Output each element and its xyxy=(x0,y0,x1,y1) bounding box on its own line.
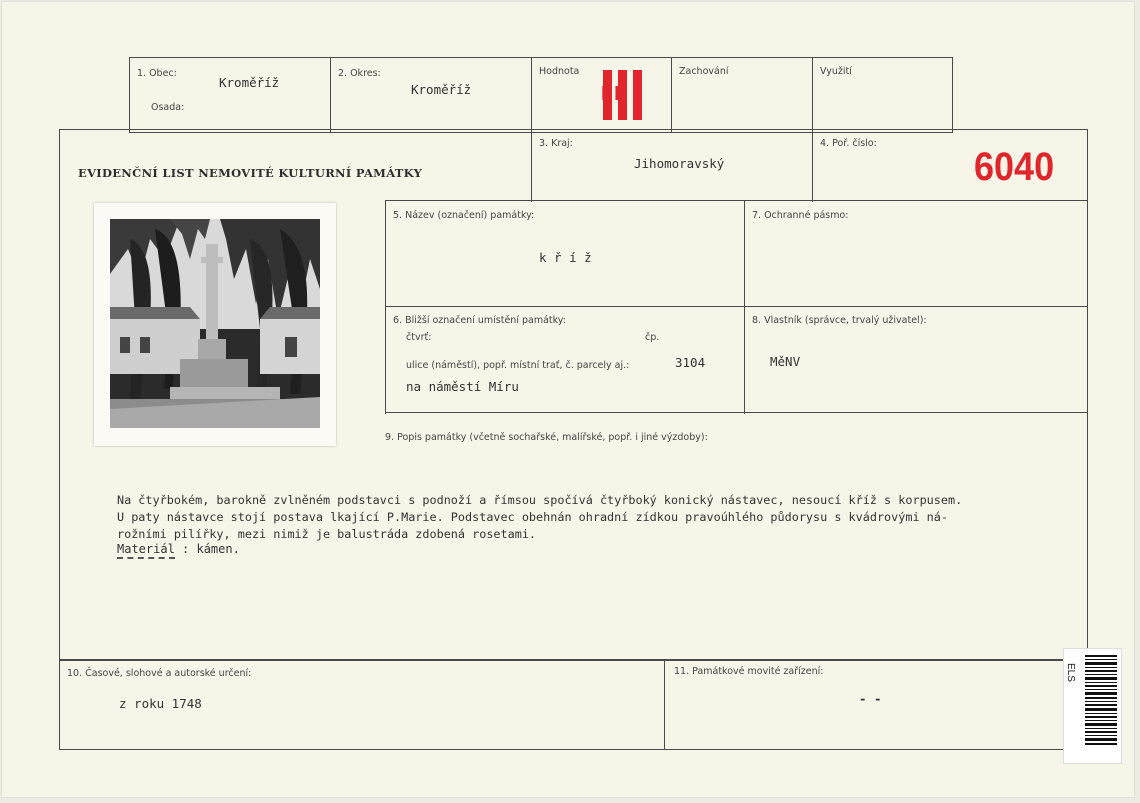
vlastnik-label: 8. Vlastník (správce, trvalý uživatel): xyxy=(752,315,927,326)
nazev-label: 5. Název (označení) památky: xyxy=(393,210,535,221)
popis-text xyxy=(117,475,962,543)
monument-photo xyxy=(94,203,336,446)
vyuziti-label: Využití xyxy=(820,66,852,77)
obec-value: Kroměříž xyxy=(219,75,280,90)
por-cislo-label: 4. Poř. číslo: xyxy=(820,138,877,149)
kraj-value: Jihomoravský xyxy=(634,156,725,171)
popis-line: Na čtyřbokém, barokně zvlněném podstavci s podnoží a římsou spočívá čtyřboký konický nástavec, nesoucí kříž s korpusem. xyxy=(117,493,963,507)
ulice-label: ulice (náměstí), popř. místní trať, č. parcely aj.: xyxy=(406,360,630,371)
nazev-value: k ř í ž xyxy=(539,250,592,265)
registration-card xyxy=(2,2,1134,797)
urceni-label: 10. Časové, slohové a autorské určení: xyxy=(67,668,252,679)
barcode-image xyxy=(1085,655,1117,745)
hodnota-stamp: III xyxy=(603,70,643,120)
okres-value: Kroměříž xyxy=(411,82,472,97)
kraj-label: 3. Kraj: xyxy=(539,138,573,149)
barcode-label xyxy=(1063,648,1122,764)
vlastnik-value: MěNV xyxy=(770,354,801,369)
zarizeni-label: 11. Památkové movité zařízení: xyxy=(674,666,824,677)
zarizeni-value: - - xyxy=(859,691,882,706)
popis-line: rožními pilířky, mezi nimiž je balustráda zdobená rosetami. xyxy=(117,527,537,541)
material-value: : kámen. xyxy=(182,542,240,556)
obec-label: 1. Obec: xyxy=(137,68,177,79)
form-title: EVIDENČNÍ LIST NEMOVITÉ KULTURNÍ PAMÁTKY xyxy=(78,166,423,180)
material-label: Materiál xyxy=(117,542,175,559)
por-cislo-value: 6040 xyxy=(974,145,1055,189)
cp-label: čp. xyxy=(645,332,660,343)
barcode-text: ELS xyxy=(1065,663,1076,682)
zachovani-label: Zachování xyxy=(679,66,729,77)
umisteni-label: 6. Bližší označení umístění památky: xyxy=(393,315,566,326)
popis-label: 9. Popis památky (včetně sochařské, malířské, popř. i jiné výzdoby): xyxy=(385,432,708,443)
ochranne-label: 7. Ochranné pásmo: xyxy=(752,210,849,221)
okres-label: 2. Okres: xyxy=(338,68,381,79)
urceni-value: z roku 1748 xyxy=(119,696,202,711)
ctvrt-label: čtvrť: xyxy=(406,332,432,343)
parcela-value: 3104 xyxy=(675,355,706,370)
osada-label: Osada: xyxy=(151,102,185,113)
misto-value: na náměstí Míru xyxy=(406,379,519,394)
popis-line: U paty nástavce stojí postava lkající P.Marie. Podstavec obehnán ohradní zídkou pravoúhlého půdorysu s kvádrovými ná- xyxy=(117,510,948,524)
material-line xyxy=(117,542,240,556)
hodnota-label: Hodnota xyxy=(539,66,580,77)
cross-photo-image xyxy=(110,219,320,428)
